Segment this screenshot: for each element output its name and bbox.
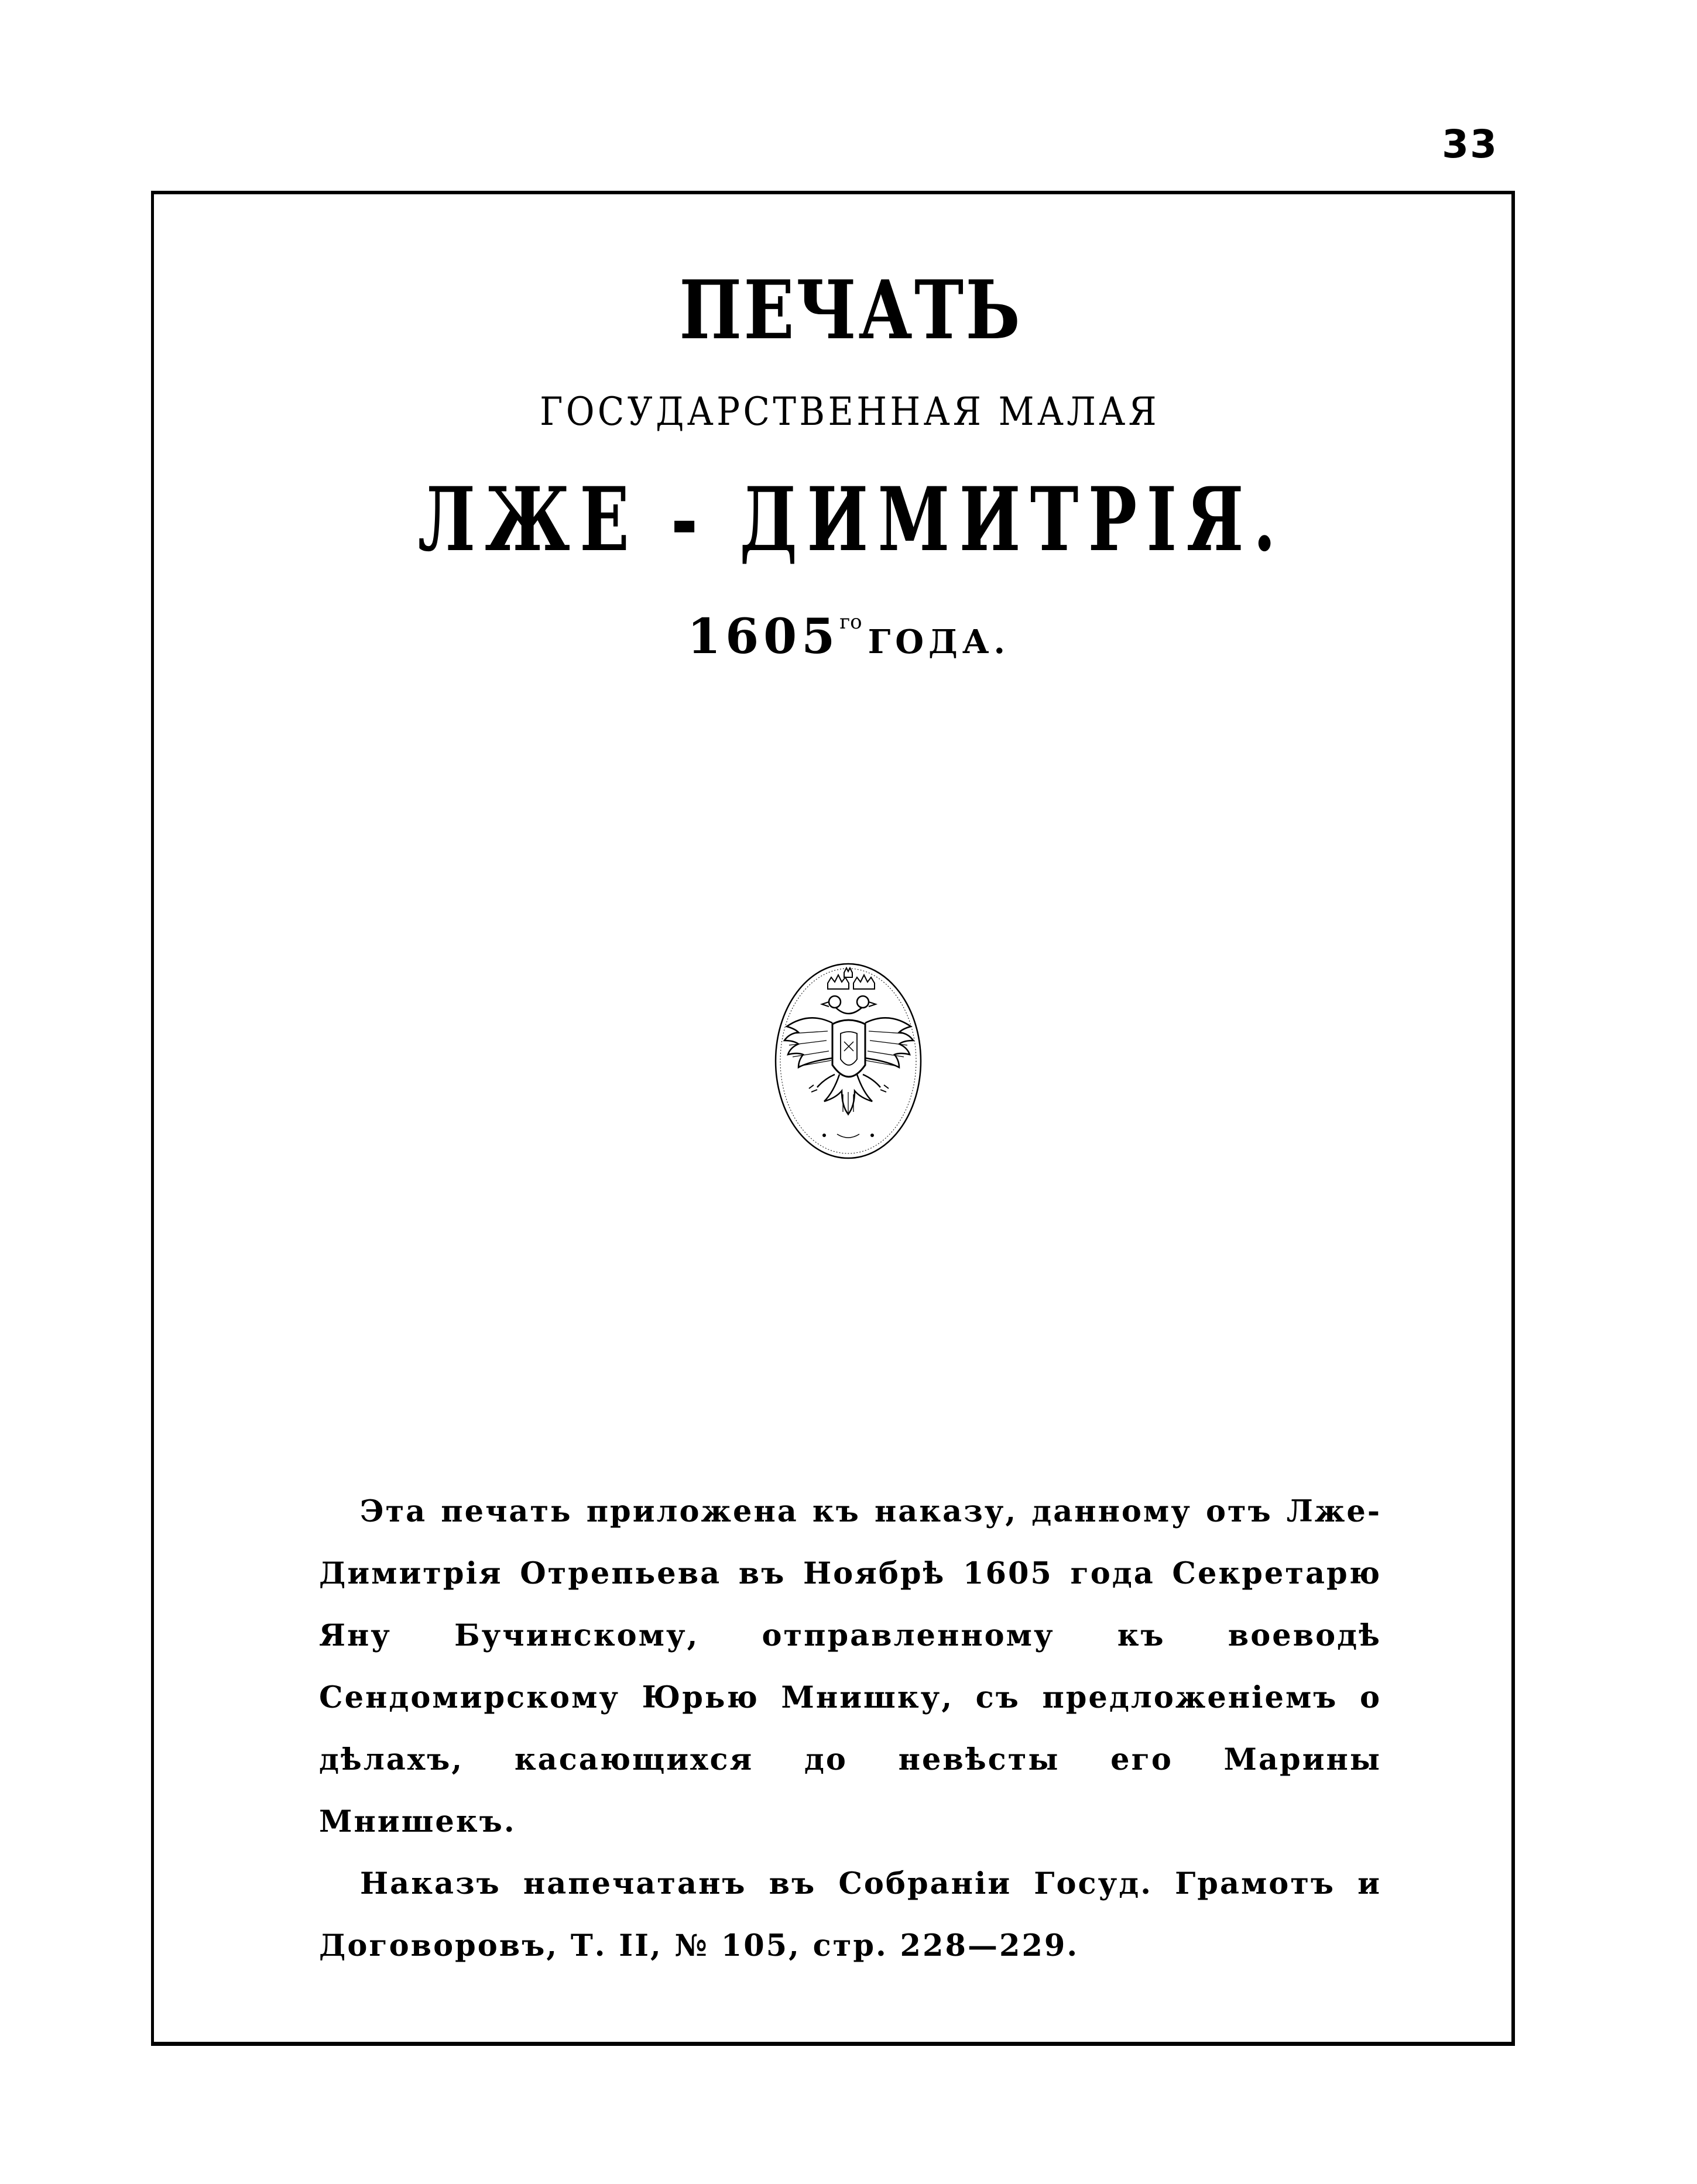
page-number: 33 (1442, 122, 1498, 167)
description-paragraph-1: Эта печать приложена къ наказу, данному отъ Лже-Димитрія Отрепьева въ Ноябрѣ 1605 года Секретарю Яну Бучинскому, отправленному къ воеводѣ Сендомирскому Юрью Мнишку, съ предложеніемъ о дѣлахъ, касающихся до невѣсты его Марины Мнишекъ. (319, 1494, 1381, 1839)
year-suffix: го (839, 610, 862, 634)
subtitle: ГОСУДАРСТВЕННАЯ МАЛАЯ (540, 389, 1160, 434)
description-text (319, 1481, 1381, 1977)
page-title: ПЕЧАТЬ (679, 262, 1023, 358)
description-paragraph-2: Наказъ напечатанъ въ Собраніи Госуд. Грамотъ и Договоровъ, Т. II, № 105, стр. 228—229. (319, 1866, 1381, 1963)
year-line (0, 609, 1697, 665)
seal-owner-name: ЛЖЕ - ДИМИТРІЯ. (417, 468, 1285, 571)
double-headed-eagle-seal-icon (772, 960, 925, 1162)
year: 1605 (687, 609, 840, 665)
year-word: ГОДА. (868, 623, 1010, 661)
